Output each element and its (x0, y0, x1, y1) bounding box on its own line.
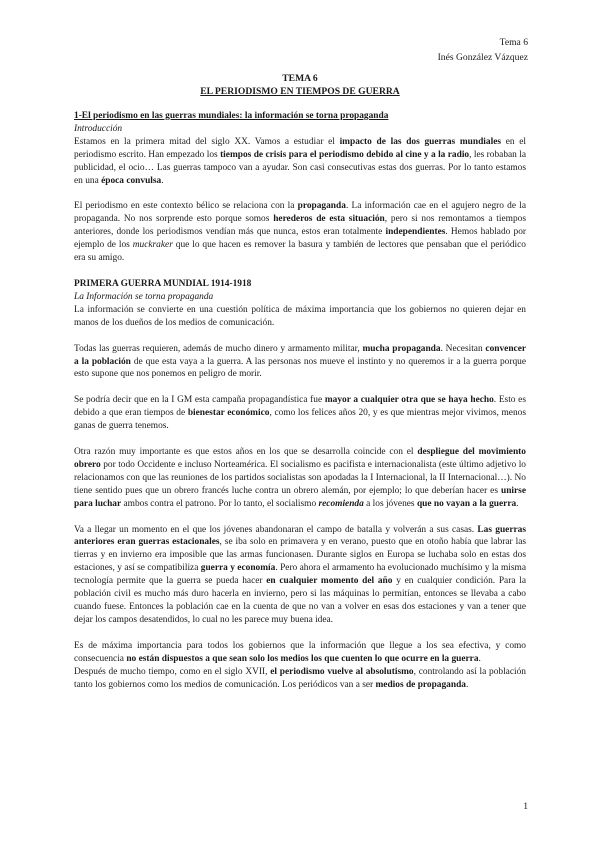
text-run: y en cualquier condición. Para la población civil es mucho más duro hacerla en invierno, pero si las máquinas lo permitían, entonces se llevaba a cabo cuando fuese. Entonces la población cae en la cuenta de que no van a volver en esas dos estaciones y van a tener que dejar los campos desatendidos, lo cual no les parece muy buena idea. (74, 576, 526, 625)
document-title: TEMA 6 (282, 73, 318, 84)
bold-text: que no vayan a la guerra (416, 498, 517, 509)
text-run: Estamos en la primera mitad del siglo XX. Vamos a estudiar el (74, 136, 340, 147)
text-run: Todas las guerras requieren, además de mucho dinero y armamento militar, (74, 343, 363, 354)
text-run: . Hemos hablado por ejemplo de los (74, 227, 527, 251)
paragraph (74, 640, 526, 666)
document-subtitle: EL PERIODISMO EN TIEMPOS DE GUERRA (200, 86, 400, 97)
paragraph (74, 524, 526, 627)
header-author: Inés González Vázquez (437, 52, 528, 63)
bold-text: Las guerras anteriores eran guerras estacionales (74, 524, 526, 548)
bold-text: en cualquier momento del año (266, 576, 393, 587)
text-run: , les robaban la publicidad, el ocio… Las guerras tampoco van a ayudar. Son casi consecutivas estas dos guerras. Por lo tanto estamos en una (74, 149, 527, 186)
text-run: por todo Occidente e incluso Norteamérica. El socialismo es pacifista e internacionalista (este último adjetivo lo relacionamos con que las reuniones de los partidos socialistas son apodadas la I Internacional, la II Internacional…). No tiene sentido pues que un obrero francés luche contra un obrero alemán, por ejemplo; lo que deberían hacer es (74, 459, 526, 496)
bold-text: despliegue del movimiento obrero (74, 447, 526, 470)
text-run: . Esto es debido a que eran tiempos de (74, 395, 526, 419)
text-run: ambos contra el patrono. Por lo tanto, el socialismo (121, 498, 319, 509)
bold-text: medios de propaganda (375, 679, 466, 690)
bold-text: mucha propaganda (362, 343, 441, 354)
bold-text: el periodismo vuelve al absolutismo (270, 666, 414, 677)
text-run: Va a llegar un momento en el que los jóvenes abandonaran el campo de batalla y volverán a sus casas. (74, 524, 478, 535)
section-heading: PRIMERA GUERRA MUNDIAL 1914-1918 (74, 278, 252, 289)
text-run: , se iba solo en primavera y en verano, puesto que en otoño había que labrar las tierras y en invierno era imposible que las armas funcionasen. Durante siglos en Europa se luchaba solo en estas dos estaciones, y así se compatibiliza (74, 537, 526, 574)
paragraph (74, 200, 526, 265)
bold-text: propaganda (297, 201, 346, 212)
bold-text: mayor a cualquier otra que se haya hecho (324, 395, 494, 406)
text-run: . Necesitan (440, 343, 486, 354)
text-run: Se podría decir que en la I GM esta campaña propagandística fue (74, 395, 325, 406)
bold-text: convencer a la población (74, 343, 527, 367)
bold-italic-text: recomienda (318, 498, 364, 509)
bold-text: época convulsa (101, 175, 162, 186)
bold-text: unirse para luchar (74, 485, 526, 509)
paragraph (74, 666, 526, 692)
paragraph: La información se convierte en una cuestión política de máxima importancia que los gobiernos no quieren dejar en manos de los dueños de los medios de comunicación. (74, 304, 526, 328)
text-run: El periodismo en este contexto bélico se relaciona con la (74, 201, 298, 212)
text-run: a los jóvenes (363, 498, 417, 509)
paragraph (74, 446, 526, 511)
italic-text: muckraker (132, 240, 173, 251)
bold-text: bienestar económico (187, 408, 270, 419)
text-run: . Pero ahora el armamento ha evolucionado muchísimo y la misma tecnología permite que la guerra se pueda hacer (74, 563, 526, 587)
text-run: que lo que hacen es remover la basura y también de lectores que pensaban que el periódico era su amigo. (74, 240, 526, 264)
text-run: Otra razón muy importante es que estos años en los que se desarrolla coincide con el (74, 447, 418, 458)
bold-text: guerra y economía (200, 563, 276, 574)
page-number: 1 (523, 801, 528, 812)
text-run: , como los felices años 20, y es que mientras mejor vivimos, menos ganas de guerra tenemos. (74, 408, 526, 432)
section-subheading: Introducción (74, 123, 123, 134)
section-heading: 1-El periodismo en las guerras mundiales: la información se torna propaganda (74, 111, 389, 121)
bold-text: tiempos de crisis para el periodismo debido al cine y a la radio (220, 149, 470, 160)
text-run: en el periodismo escrito. Han empezado los (74, 136, 526, 160)
paragraph (74, 394, 526, 433)
text-run: , pero si nos remontamos a tiempos anteriores, donde los periodismos vendían más que nunca, estos eran totalmente (74, 214, 526, 238)
text-run: . (478, 653, 481, 664)
text-run: . (161, 175, 164, 186)
paragraph (74, 136, 526, 188)
text-run: Es de máxima importancia para todos los gobiernos que la información que llegue a los sea efectiva, y como consecuencia (74, 640, 526, 664)
header-topic: Tema 6 (499, 37, 528, 48)
text-run: . (465, 679, 469, 690)
text-run: Después de mucho tiempo, como en el siglo XVII, (74, 666, 271, 677)
text-run: . La información cae en el agujero negro de la propaganda. No nos sorprende esto porque somos (74, 201, 526, 225)
section-subheading: La Información se torna propaganda (74, 291, 214, 302)
bold-text: herederos de esta situación (273, 214, 385, 225)
paragraph (74, 343, 526, 382)
bold-text: independientes (385, 227, 446, 238)
text-run: . (516, 498, 519, 509)
text-run: , controlando así la población tanto los gobiernos como los medios de comunicación. Los periódicos van a ser (74, 666, 526, 690)
document-body (74, 110, 526, 704)
bold-text: impacto de las dos guerras mundiales (339, 136, 502, 147)
bold-text: no están dispuestos a que sean solo los medios los que cuenten lo que ocurre en la guerra (126, 653, 479, 664)
text-run: de que esta vaya a la guerra. A las personas nos mueve el instinto y no queremos ir a la guerra porque esto supone que nos ponemos en peligro de morir. (74, 356, 526, 380)
